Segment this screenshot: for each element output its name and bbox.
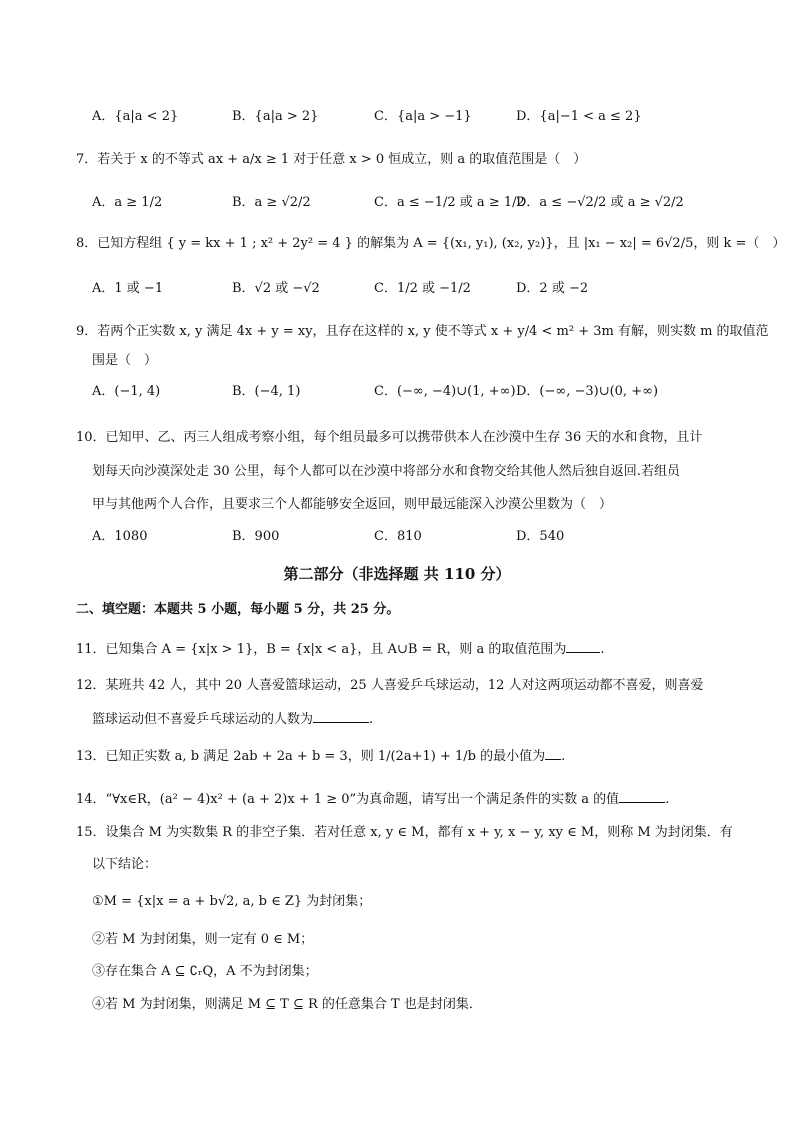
q10-option-c: C．810 xyxy=(374,529,422,544)
q9-option-b: B．(−4, 1) xyxy=(232,384,301,399)
q13-tail: . xyxy=(561,749,566,764)
q9-stem-line2: 围是（ ） xyxy=(92,353,158,368)
q13-text xyxy=(76,745,565,766)
q9-stem-line1: 9．若两个正实数 x, y 满足 4x + y = xy，且存在这样的 x, y 使不等式 x + y/4 < m² + 3m 有解，则实数 m 的取值范 xyxy=(76,324,769,339)
q7-option-c: C．a ≤ −1/2 或 a ≥ 1/2 xyxy=(374,195,525,210)
q8-option-d: D．2 或 −2 xyxy=(516,281,589,296)
q7-option-d: D．a ≤ −√2/2 或 a ≥ √2/2 xyxy=(516,195,684,210)
q11-stem: 11．已知集合 A = {x|x > 1}，B = {x|x < a}，且 A∪B = R，则 a 的取值范围为 xyxy=(76,642,567,657)
q10-line1: 10．已知甲、乙、丙三人组成考察小组，每个组员最多可以携带供本人在沙漠中生存 36 天的水和食物，且计 xyxy=(76,430,703,445)
q7-stem: 7．若关于 x 的不等式 ax + a/x ≥ 1 对于任意 x > 0 恒成立，则 a 的取值范围是（ ） xyxy=(76,152,587,167)
q6-option-c: C．{a|a > −1} xyxy=(374,109,472,124)
q13-stem: 13．已知正实数 a, b 满足 2ab + 2a + b = 3，则 1/(2a+1) + 1/b 的最小值为 xyxy=(76,749,546,764)
q12-answer-blank[interactable] xyxy=(313,708,369,723)
q8-option-a: A．1 或 −1 xyxy=(92,281,164,296)
q8-stem: 8．已知方程组 { y = kx + 1 ; x² + 2y² = 4 } 的解集为 A = {(x₁, y₁), (x₂, y₂)}，且 |x₁ − x₂| = 6√2/5，则 k =（ ） xyxy=(76,236,786,251)
q14-tail: . xyxy=(665,792,670,807)
section-2-title: 第二部分（非选择题 共 110 分） xyxy=(283,565,511,583)
q6-option-d: D．{a|−1 < a ≤ 2} xyxy=(516,109,642,124)
q10-line3: 甲与其他两个人合作，且要求三个人都能够安全返回，则甲最远能深入沙漠公里数为（ ） xyxy=(92,497,613,512)
q11-answer-blank[interactable] xyxy=(566,638,600,653)
q14-stem: 14．“∀x∈R，(a² − 4)x² + (a + 2)x + 1 ≥ 0”为真命题，请写出一个满足条件的实数 a 的值 xyxy=(76,792,620,807)
q10-option-d: D．540 xyxy=(516,529,565,544)
q13-answer-blank[interactable] xyxy=(545,745,561,760)
q14-text xyxy=(76,788,669,809)
q9-option-a: A．(−1, 4) xyxy=(92,384,161,399)
q15-item-3: ③存在集合 A ⊆ ∁ᵣQ，A 不为封闭集； xyxy=(92,964,318,979)
q10-option-a: A．1080 xyxy=(92,529,148,544)
q12-line1: 12．某班共 42 人，其中 20 人喜爱篮球运动，25 人喜爱乒乓球运动，12 人对这两项运动都不喜爱，则喜爱 xyxy=(76,678,704,693)
q12-line2: 篮球运动但不喜爱乒乓球运动的人数为 xyxy=(92,712,314,727)
q9-option-c: C．(−∞, −4)∪(1, +∞) xyxy=(374,384,516,399)
q12-tail: . xyxy=(369,712,374,727)
q14-answer-blank[interactable] xyxy=(619,788,665,803)
q15-line2: 以下结论： xyxy=(92,857,158,872)
q9-option-d: D．(−∞, −3)∪(0, +∞) xyxy=(516,384,659,399)
q15-item-2: ②若 M 为封闭集，则一定有 0 ∈ M； xyxy=(92,932,314,947)
q12-line2-wrap xyxy=(92,708,373,729)
q15-item-4: ④若 M 为封闭集，则满足 M ⊆ T ⊆ R 的任意集合 T 也是封闭集． xyxy=(92,997,482,1012)
q6-option-b: B．{a|a > 2} xyxy=(232,109,319,124)
q15-item-1: ①M = {x|x = a + b√2, a, b ∈ Z} 为封闭集； xyxy=(92,894,372,909)
fill-in-header: 二、填空题：本题共 5 小题，每小题 5 分，共 25 分。 xyxy=(76,602,400,617)
q15-line1: 15．设集合 M 为实数集 R 的非空子集．若对任意 x, y ∈ M，都有 x + y, x − y, xy ∈ M，则称 M 为封闭集．有 xyxy=(76,825,733,840)
q10-line2: 划每天向沙漠深处走 30 公里，每个人都可以在沙漠中将部分水和食物交给其他人然后独自返回.若组员 xyxy=(92,464,680,479)
q8-option-c: C．1/2 或 −1/2 xyxy=(374,281,471,296)
q11-text xyxy=(76,638,605,659)
q10-option-b: B．900 xyxy=(232,529,280,544)
q7-option-a: A．a ≥ 1/2 xyxy=(92,195,163,210)
q6-option-a: A．{a|a < 2} xyxy=(92,109,179,124)
q11-tail: . xyxy=(600,642,605,657)
q7-option-b: B．a ≥ √2/2 xyxy=(232,195,311,210)
q8-option-b: B．√2 或 −√2 xyxy=(232,281,320,296)
